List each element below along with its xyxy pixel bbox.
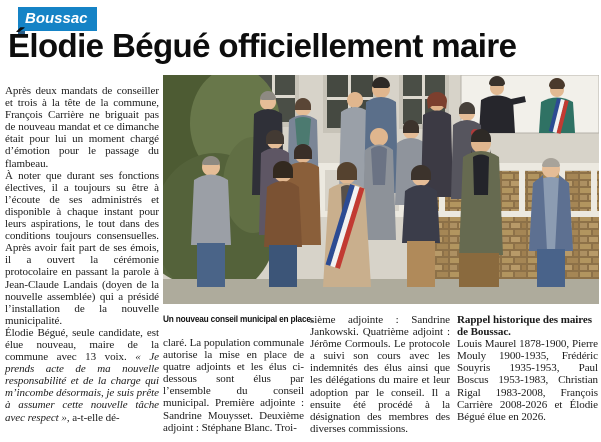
history-heading: Rappel historique des maires de Boussac. — [457, 314, 592, 339]
council-photo-illustration — [163, 75, 599, 304]
article-column-2 — [163, 337, 304, 434]
article-column-4 — [457, 314, 598, 423]
paragraph-2: À noter que durant ses fonctions électives, il a toujours su être à l’écoute de ses administrés et disponible à chaque instant pour leurs aspirations, le tout dans des conditions toujours consensuelles. Après avoir fait part de ses émois, il a ouvert la cérémonie protocolaire en passant la parole à Jean-Claude Landais (doyen de la nouvelle assemblée) qui a présidé l’installation de la nouvelle municipalité. — [5, 169, 159, 327]
article-column-1 — [5, 85, 159, 424]
inset-sash-photo — [461, 75, 599, 134]
council-group-photo — [163, 75, 599, 304]
ground — [163, 279, 599, 304]
paragraph-3 — [5, 327, 159, 424]
photo-caption: Un nouveau conseil municipal en place. — [163, 314, 313, 324]
paragraph-3-lead: Élodie Bégué, seule candidate, est élue nouveau, maire de la commune avec 13 voix. — [5, 326, 159, 364]
article-headline: Élodie Bégué officiellement maire — [8, 27, 517, 64]
figure-legs — [459, 253, 499, 287]
paragraph-3-tail: , a-t-elle dé- — [66, 411, 120, 424]
column-3-text: sième adjointe : Sandrine Jankowski. Quatrième adjoint : Jérôme Cormouls. Le protocole a suivi son cours avec les indemnités des élus ainsi que les délégations du maire et leur adoption par le conseil. Il a ensuite été procédé à la désignation des membres des diverses commissions. — [310, 314, 450, 435]
section-badge-label: Boussac — [25, 10, 88, 27]
history-text: Louis Maurel 1878-1900, Pierre Mouly 1900-1935, Frédéric Souyris 1935-1953, Paul Boscus 1953-1983, Christian Rigal 1983-2008, François Carrière 2008-2026 et Élodie Bégué élue en 2026. — [457, 338, 598, 423]
mayor-quote: « Je prends acte de ma nouvelle responsabilité et de la charge qui m’incombe désormais, je suis prête à assumer cette nouvelle tâche avec respect » — [5, 351, 159, 424]
paragraph-1: Après deux mandats de conseiller et trois à la tête de la commune, François Carrière ne briguait pas de nouveau mandat et ce dimanche était pour lui un moment chargé d’émotion pour le passage du flambeau. — [5, 85, 159, 170]
article-column-3 — [310, 314, 450, 435]
column-2-text: claré. La population communale autorise la mise en place de quatre adjoints et les élus ci-dessous sont élus par l’ensemble du conseil municipal. Première adjointe : Sandrine Mouysset. Deuxième adjoint : Stéphane Blanc. Troi- — [163, 337, 304, 434]
